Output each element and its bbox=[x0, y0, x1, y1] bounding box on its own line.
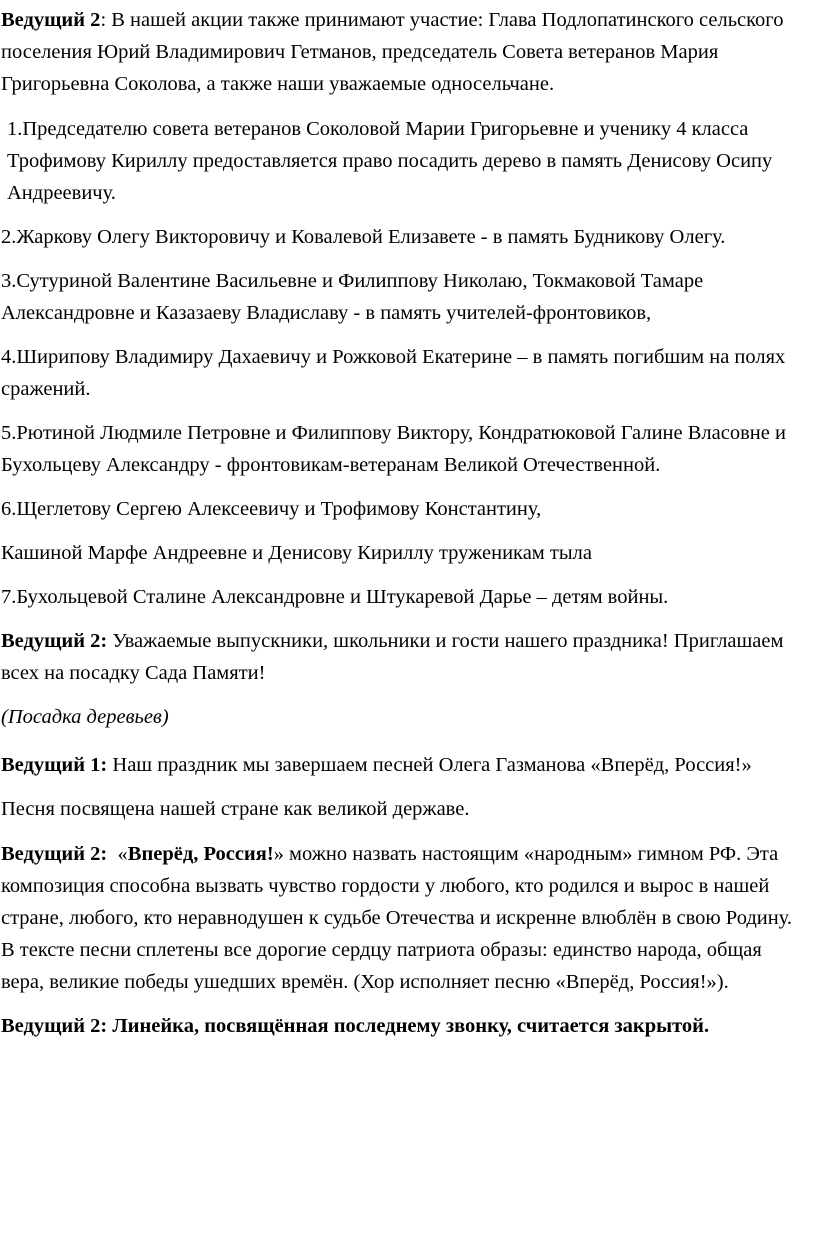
list-item: 6.Щеглетову Сергею Алексеевичу и Трофимову Константину, bbox=[1, 498, 542, 520]
speaker-label: Ведущий 2: bbox=[1, 843, 108, 865]
paragraph-text: Уважаемые выпускники, школьники и гости нашего праздника! Приглашаем всех на посадку Сада Памяти! bbox=[1, 630, 784, 684]
list-item: 7.Бухольцевой Сталине Александровне и Штукаревой Дарье – детям войны. bbox=[1, 586, 669, 608]
paragraph-text: Наш праздник мы завершаем песней Олега Газманова «Вперёд, Россия!» bbox=[107, 754, 752, 776]
speaker-label: Ведущий 2: bbox=[1, 630, 108, 652]
paragraph-song-description bbox=[1, 838, 806, 998]
list-item: 4.Ширипову Владимиру Дахаевичу и Рожковой Екатерине – в память погибшим на полях сражений. bbox=[1, 346, 786, 400]
paragraph-text: : В нашей акции также принимают участие: Глава Подлопатинского сельского поселения Юрий Владимирович Гетманов, председатель Совета ветеранов Мария Григорьевна Соколова, а также наши уважаемые односельчане. bbox=[1, 9, 784, 95]
list-item: 5.Рютиной Людмиле Петровне и Филиппову Виктору, Кондратюковой Галине Власовне и Бухольцеву Александру - фронтовикам-ветеранам Великой Отечественной. bbox=[1, 422, 786, 476]
list-item: 3.Сутуриной Валентине Васильевне и Филиппову Николаю, Токмаковой Тамаре Александровне и Казазаеву Владиславу - в память учителей-фронтовиков, bbox=[1, 270, 704, 324]
paragraph-final: Ведущий 2: Линейка, посвящённая последнему звонку, считается закрытой. bbox=[1, 1015, 710, 1037]
speaker-label: Ведущий 1: bbox=[1, 754, 108, 776]
paragraph-song-note: Песня посвящена нашей стране как великой державе. bbox=[1, 798, 470, 820]
quote-open: « bbox=[107, 843, 128, 865]
paragraph-text: » можно назвать настоящим «народным» гимном РФ. Эта композиция способна вызвать чувство гордости у любого, кто родился и вырос в нашей стране, любого, кто неравнодушен к судьбе Отечества и искренне влюблён в свою Родину. В тексте песни сплетены все дорогие сердцу патриота образы: единство народа, общая вера, великие победы ушедших времён. (Хор исполняет песню «Вперёд, Россия!»). bbox=[1, 843, 793, 993]
paragraph-closing bbox=[1, 749, 806, 781]
stage-direction: (Посадка деревьев) bbox=[1, 706, 169, 728]
list-item: 2.Жаркову Олегу Викторовичу и Ковалевой Елизавете - в память Будникову Олегу. bbox=[1, 226, 726, 248]
list-item: Кашиной Марфе Андреевне и Денисову Кириллу труженикам тыла bbox=[1, 542, 592, 564]
speaker-label: Ведущий 2 bbox=[1, 9, 101, 31]
paragraph-intro bbox=[1, 4, 806, 100]
list-item: 1.Председателю совета ветеранов Соколовой Марии Григорьевне и ученику 4 класса Трофимову Кириллу предоставляется право посадить дерево в память Денисову Осипу Андреевичу. bbox=[7, 118, 773, 204]
song-title: Вперёд, Россия! bbox=[127, 843, 274, 865]
paragraph-invitation bbox=[1, 625, 806, 689]
